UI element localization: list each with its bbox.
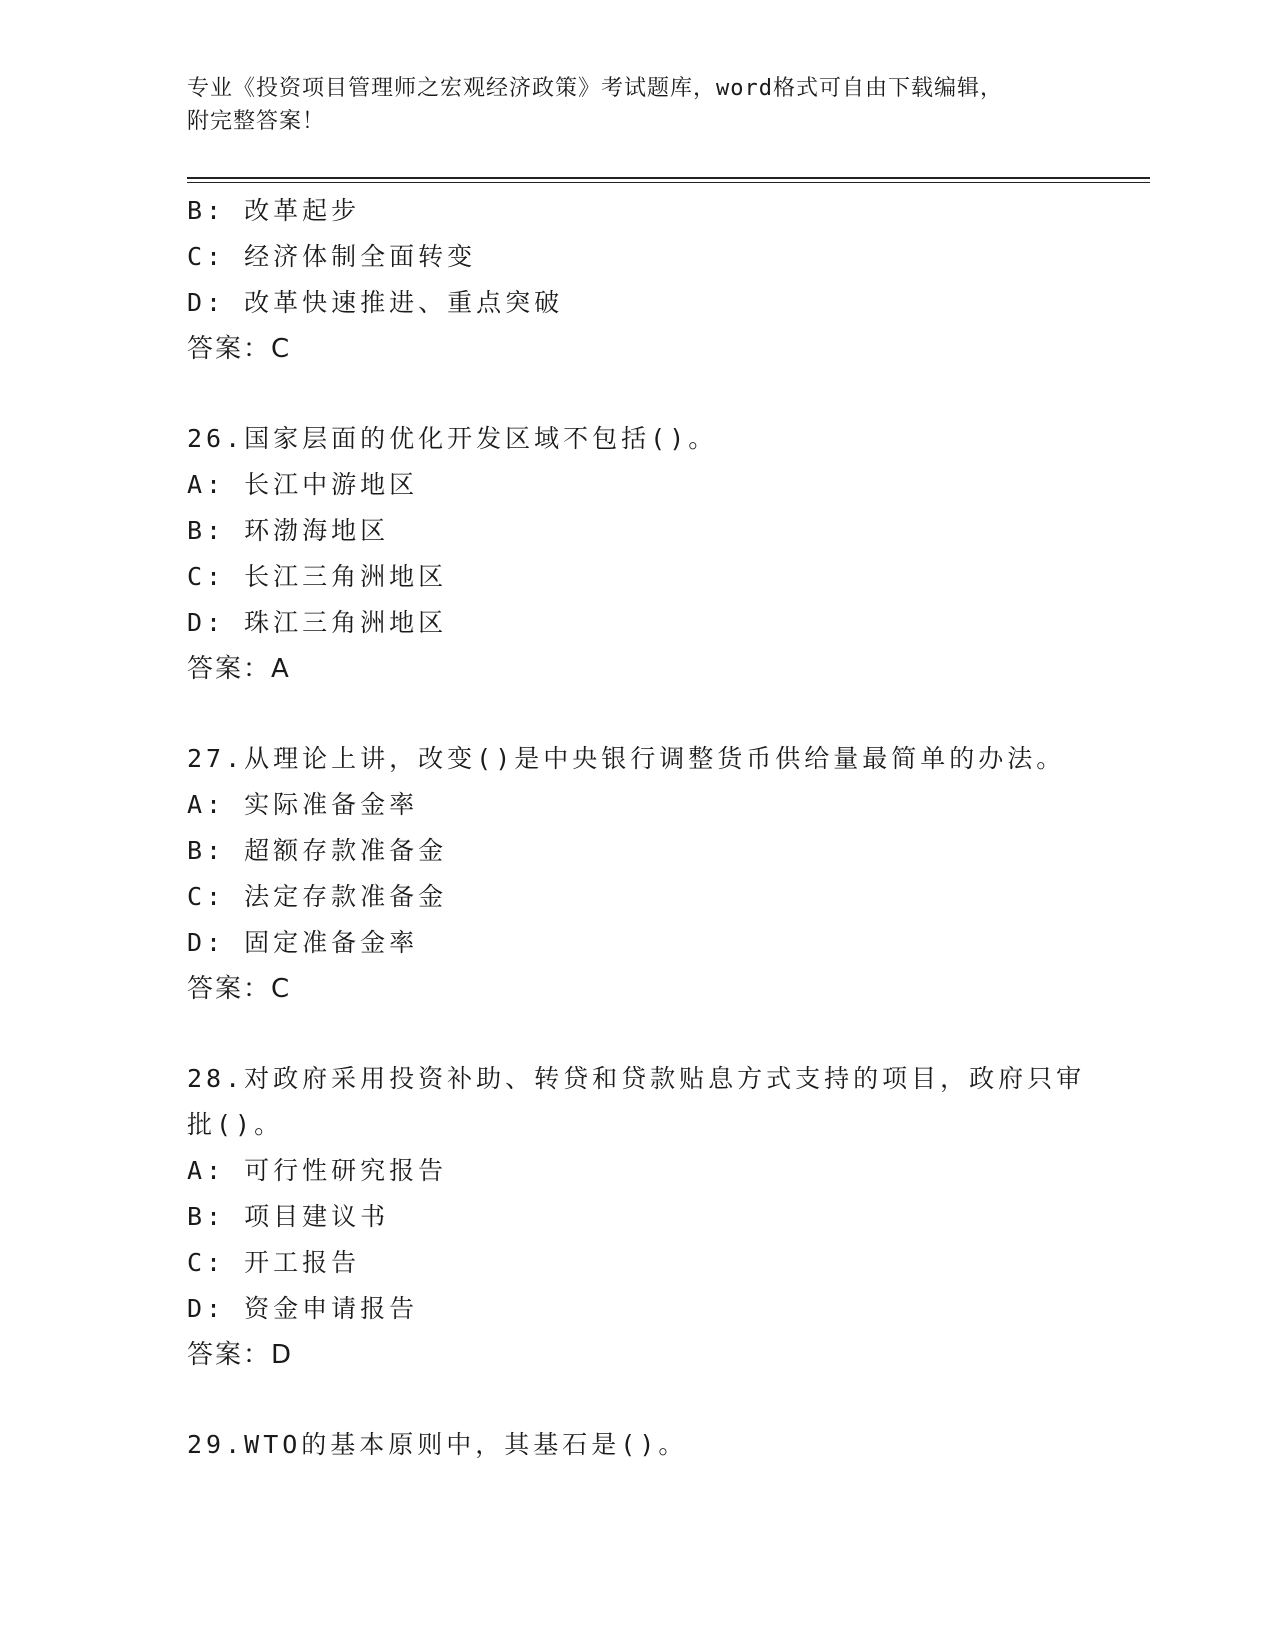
answer-line: 答案：C [187, 974, 292, 1004]
option-d: D: 改革快速推进、重点突破 [187, 288, 564, 317]
option-c: C: 经济体制全面转变 [187, 242, 477, 271]
option-b: B: 超额存款准备金 [187, 836, 448, 865]
option-c: C: 开工报告 [187, 1248, 361, 1277]
option-b: B: 环渤海地区 [187, 516, 390, 545]
option-d: D: 固定准备金率 [187, 928, 419, 957]
question-block-27 [187, 736, 1087, 1012]
option-b: B: 改革起步 [187, 196, 361, 225]
answer-line: 答案：D [187, 1340, 294, 1370]
question-block-28 [187, 1056, 1087, 1378]
option-b: B: 项目建议书 [187, 1202, 390, 1231]
option-a: A: 长江中游地区 [187, 470, 419, 499]
question-block-29 [187, 1422, 1087, 1468]
option-c: C: 法定存款准备金 [187, 882, 448, 911]
header-line-2: 附完整答案！ [187, 109, 326, 134]
option-d: D: 珠江三角洲地区 [187, 608, 448, 637]
answer-line: 答案：A [187, 654, 291, 684]
question-text: 29.WTO的基本原则中，其基石是()。 [187, 1430, 688, 1459]
question-list [187, 188, 1087, 1468]
option-a: A: 可行性研究报告 [187, 1156, 448, 1185]
option-d: D: 资金申请报告 [187, 1294, 419, 1323]
question-text: 26.国家层面的优化开发区域不包括()。 [187, 424, 718, 453]
header-line-1: 专业《投资项目管理师之宏观经济政策》考试题库，word格式可自由下载编辑， [187, 76, 1003, 101]
question-text-line-2: 批()。 [187, 1110, 284, 1139]
answer-line: 答案：C [187, 334, 292, 364]
header-divider-thin [187, 182, 1150, 183]
document-header [187, 72, 1067, 138]
question-block-continued [187, 188, 1087, 372]
question-text: 27.从理论上讲，改变()是中央银行调整货币供给量最简单的办法。 [187, 744, 1066, 773]
question-block-26 [187, 416, 1087, 692]
option-c: C: 长江三角洲地区 [187, 562, 448, 591]
option-a: A: 实际准备金率 [187, 790, 419, 819]
question-text-line-1: 28.对政府采用投资补助、转贷和贷款贴息方式支持的项目，政府只审 [187, 1064, 1086, 1093]
header-divider-thick [187, 177, 1150, 179]
